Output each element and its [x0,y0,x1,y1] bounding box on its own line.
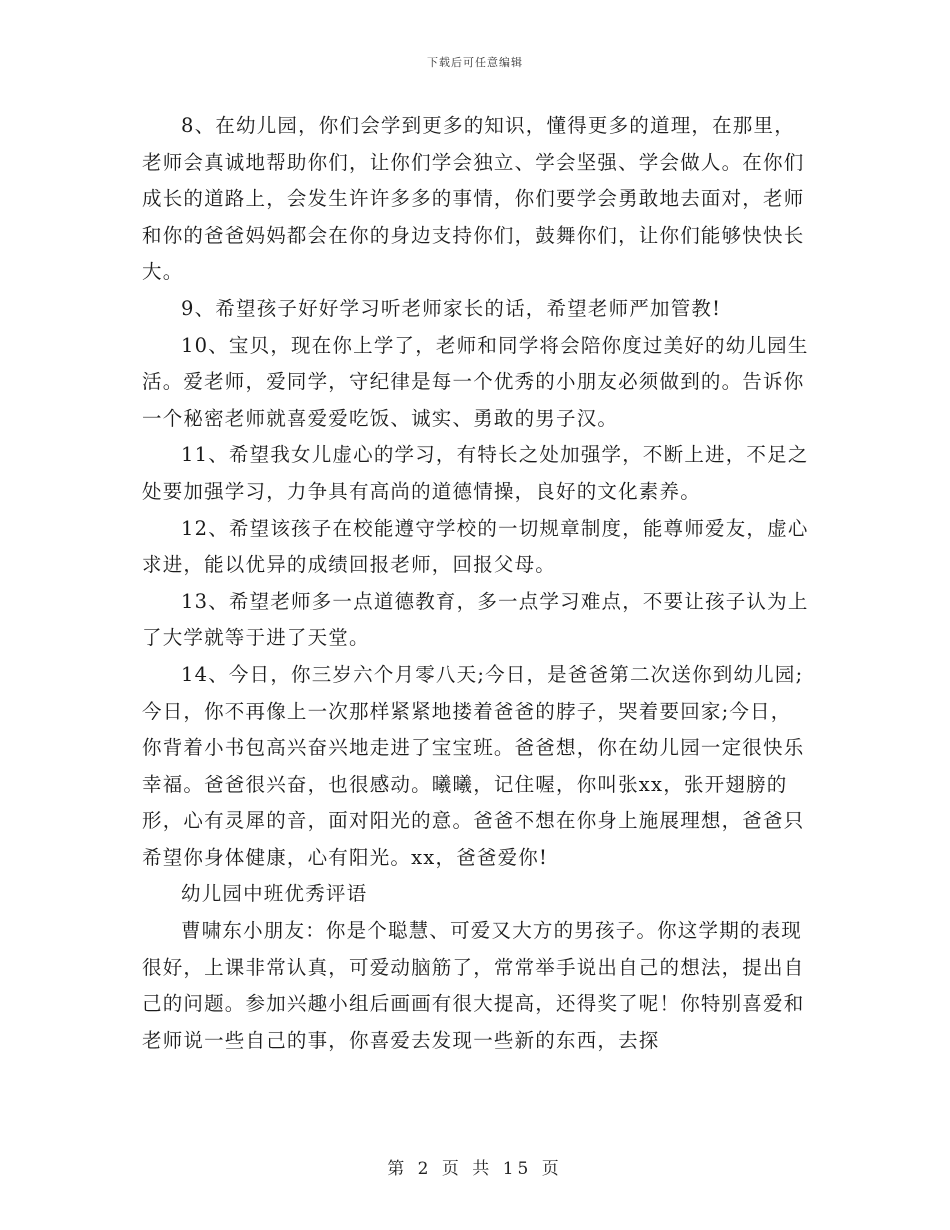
paragraph-13: 13、希望老师多一点道德教育，多一点学习难点，不要让孩子认为上了大学就等于进了天堂。 [142,589,809,650]
paragraph-12: 12、希望该孩子在校能遵守学校的一切规章制度，能尊师爱友，虚心求进，能以优异的成绩回报老师，回报父母。 [142,516,809,577]
page-footer: 第 2 页 共 15 页 [387,1159,563,1179]
comment-paragraph: 曹啸东小朋友：你是个聪慧、可爱又大方的男孩子。你这学期的表现很好，上课非常认真，可爱动脑筋了，常常举手说出自己的想法，提出自己的问题。参加兴趣小组后画画有很大提高，还得奖了呢！你特别喜爱和老师说一些自己的事，你喜爱去发现一些新的东西，去探 [142,919,805,1052]
paragraph-14: 14、今日，你三岁六个月零八天;今日，是爸爸第二次送你到幼儿园;今日，你不再像上一次那样紧紧地搂着爸爸的脖子，哭着要回家;今日，你背着小书包高兴奋兴地走进了宝宝班。爸爸想，你在幼儿园一定很快乐幸福。爸爸很兴奋，也很感动。曦曦，记住喔，你叫张xx，张开翅膀的形，心有灵犀的音，面对阳光的意。爸爸不想在你身上施展理想，爸爸只希望你身体健康，心有阳光。xx，爸爸爱你! [142,662,805,869]
paragraph-11: 11、希望我女儿虚心的学习，有特长之处加强学，不断上进，不足之处要加强学习，力争具有高尚的道德情操，良好的文化素养。 [142,443,809,503]
paragraph-8: 8、在幼儿园，你们会学到更多的知识，懂得更多的道理，在那里，老师会真诚地帮助你们，让你们学会独立、学会坚强、学会做人。在你们成长的道路上，会发生许许多多的事情，你们要学会勇敢地去面对，老师和你的爸爸妈妈都会在你的身边支持你们，鼓舞你们，让你们能够快快长大。 [142,114,805,284]
header-note: 下载后可任意编辑 [427,56,523,69]
paragraph-10: 10、宝贝，现在你上学了，老师和同学将会陪你度过美好的幼儿园生活。爱老师，爱同学，守纪律是每一个优秀的小朋友必须做到的。告诉你一个秘密老师就喜爱爱吃饭、诚实、勇敢的男子汉。 [142,333,809,430]
document-body [142,108,810,1059]
section-heading: 幼儿园中班优秀评语 [181,882,368,906]
paragraph-9: 9、希望孩子好好学习听老师家长的话，希望老师严加管教! [181,296,722,320]
